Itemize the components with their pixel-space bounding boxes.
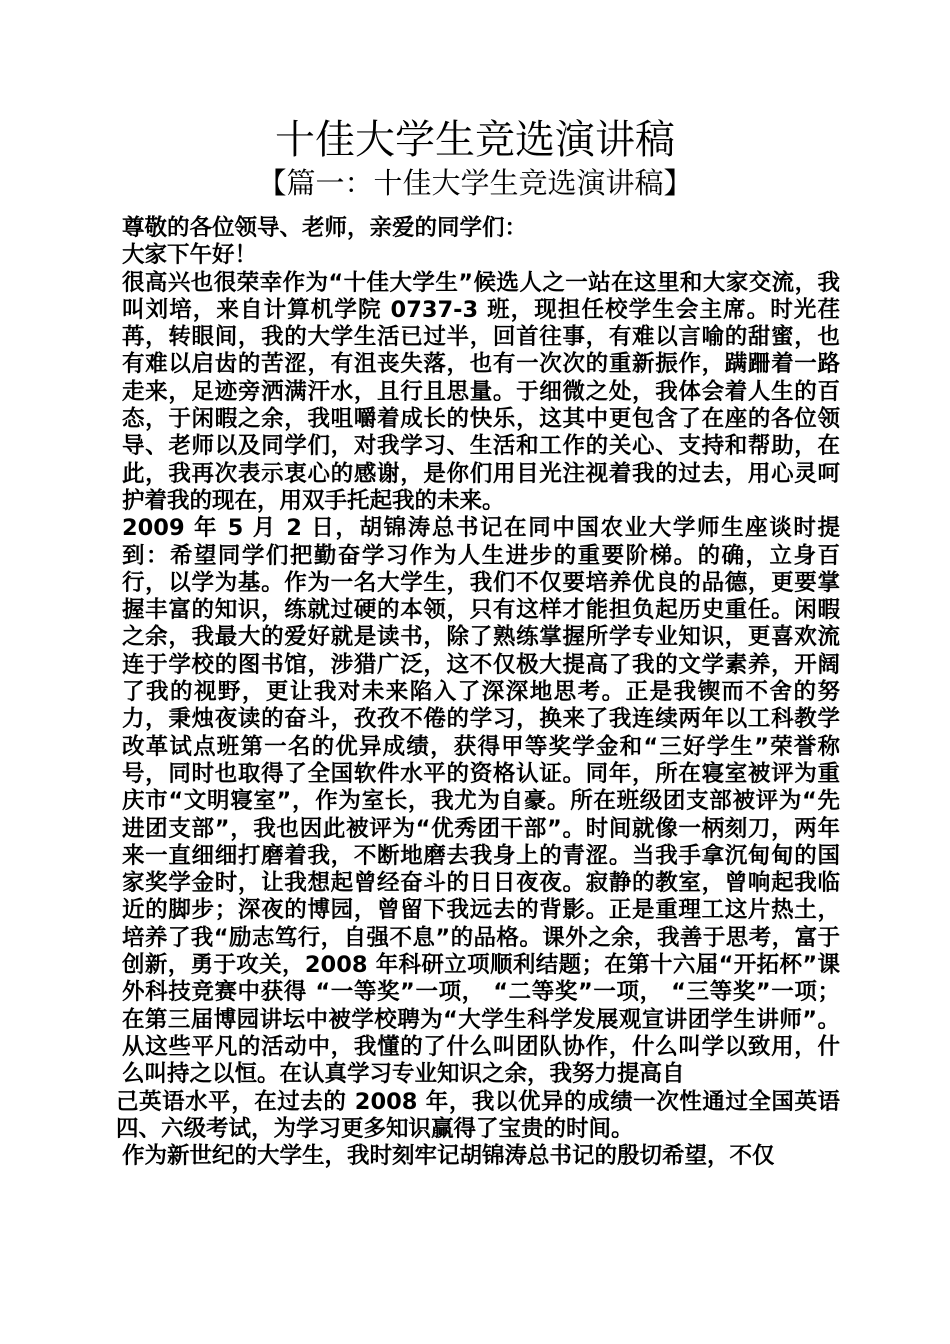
paragraph-study: 2009 年 5 月 2 日，胡锦涛总书记在同中国农业大学师生座谈时提到：希望同学们把勤奋学习作为人生进步的重要阶梯。的确，立身百行，以学为基。作为一名大学生，我们不仅要培养优良的品德，更要掌握丰富的知识，练就过硬的本领，只有这样才能担负起历史重任。闲暇之余，我最大的爱好就是读书，除了熟练掌握所学专业知识，更喜欢流连于学校的图书馆，涉猎广泛，这不仅极大提高了我的文学素养，开阔了我的视野，更让我对未来陷入了深深地思考。正是我锲而不舍的努力，秉烛夜读的奋斗，孜孜不倦的学习，换来了我连续两年以工科教学改革试点班第一名的优异成绩，获得甲等奖学金和“三好学生”荣誉称号，同时也取得了全国软件水平的资格认证。同年，所在寝室被评为重庆市“文明寝室”，作为室长，我尤为自豪。所在班级团支部被评为“先进团支部”，我也因此被评为“优秀团干部”。时间就像一柄刻刀，两年来一直细细打磨着我，不断地磨去我身上的青涩。当我手拿沉甸甸的国家奖学金时，让我想起曾经奋斗的日日夜夜。寂静的教室，曾响起我临近的脚步；深夜的博园，曾留下我远去的背影。正是重理工这片热土，培养了我“励志笃行，自强不息”的品格。课外之余，我善于思考，富于创新，勇于攻关，2008 年科研立项顺利结题；在第十六届“开拓杯”课外科技竞赛中获得 “一等奖”一项， “二等奖”一项， “三等奖”一项；在第三届博园讲坛中被学校聘为“大学生科学发展观宣讲团学生讲师”。从这些平凡的活动中，我懂的了什么叫团队协作，什么叫学以致用，什么叫持之以恒。在认真学习专业知识之余，我努力提高自: [122, 515, 840, 1088]
paragraph-salutation: 尊敬的各位领导、老师，亲爱的同学们：: [122, 215, 528, 241]
document-body: [116, 215, 840, 1170]
paragraph-closing: 作为新世纪的大学生，我时刻牢记胡锦涛总书记的殷切希望，不仅: [122, 1143, 775, 1170]
document-title: 十佳大学生竞选演讲稿: [275, 117, 675, 163]
document-subtitle: 【篇一：十佳大学生竞选演讲稿】: [257, 166, 693, 200]
paragraph-english: 己英语水平，在过去的 2008 年，我以优异的成绩一次性通过全国英语四、六级考试，为学习更多知识赢得了宝贵的时间。: [116, 1088, 840, 1142]
paragraph-greeting: 大家下午好！: [122, 242, 258, 269]
paragraph-introduction: 很高兴也很荣幸作为“十佳大学生”候选人之一站在这里和大家交流，我叫刘培，来自计算机学院 0737-3 班，现担任校学生会主席。时光荏苒，转眼间，我的大学生活已过半，回首往事，有难以言喻的甜蜜，也有难以启齿的苦涩，有沮丧失落，也有一次次的重新振作，蹒跚着一路走来，足迹旁洒满汗水，且行且思量。于细微之处，我体会着人生的百态，于闲暇之余，我咀嚼着成长的快乐，这其中更包含了在座的各位领导、老师以及同学们，对我学习、生活和工作的关心、支持和帮助，在此，我再次表示衷心的感谢，是你们用目光注视着我的过去，用心灵呵护着我的现在，用双手托起我的未来。: [122, 269, 840, 514]
